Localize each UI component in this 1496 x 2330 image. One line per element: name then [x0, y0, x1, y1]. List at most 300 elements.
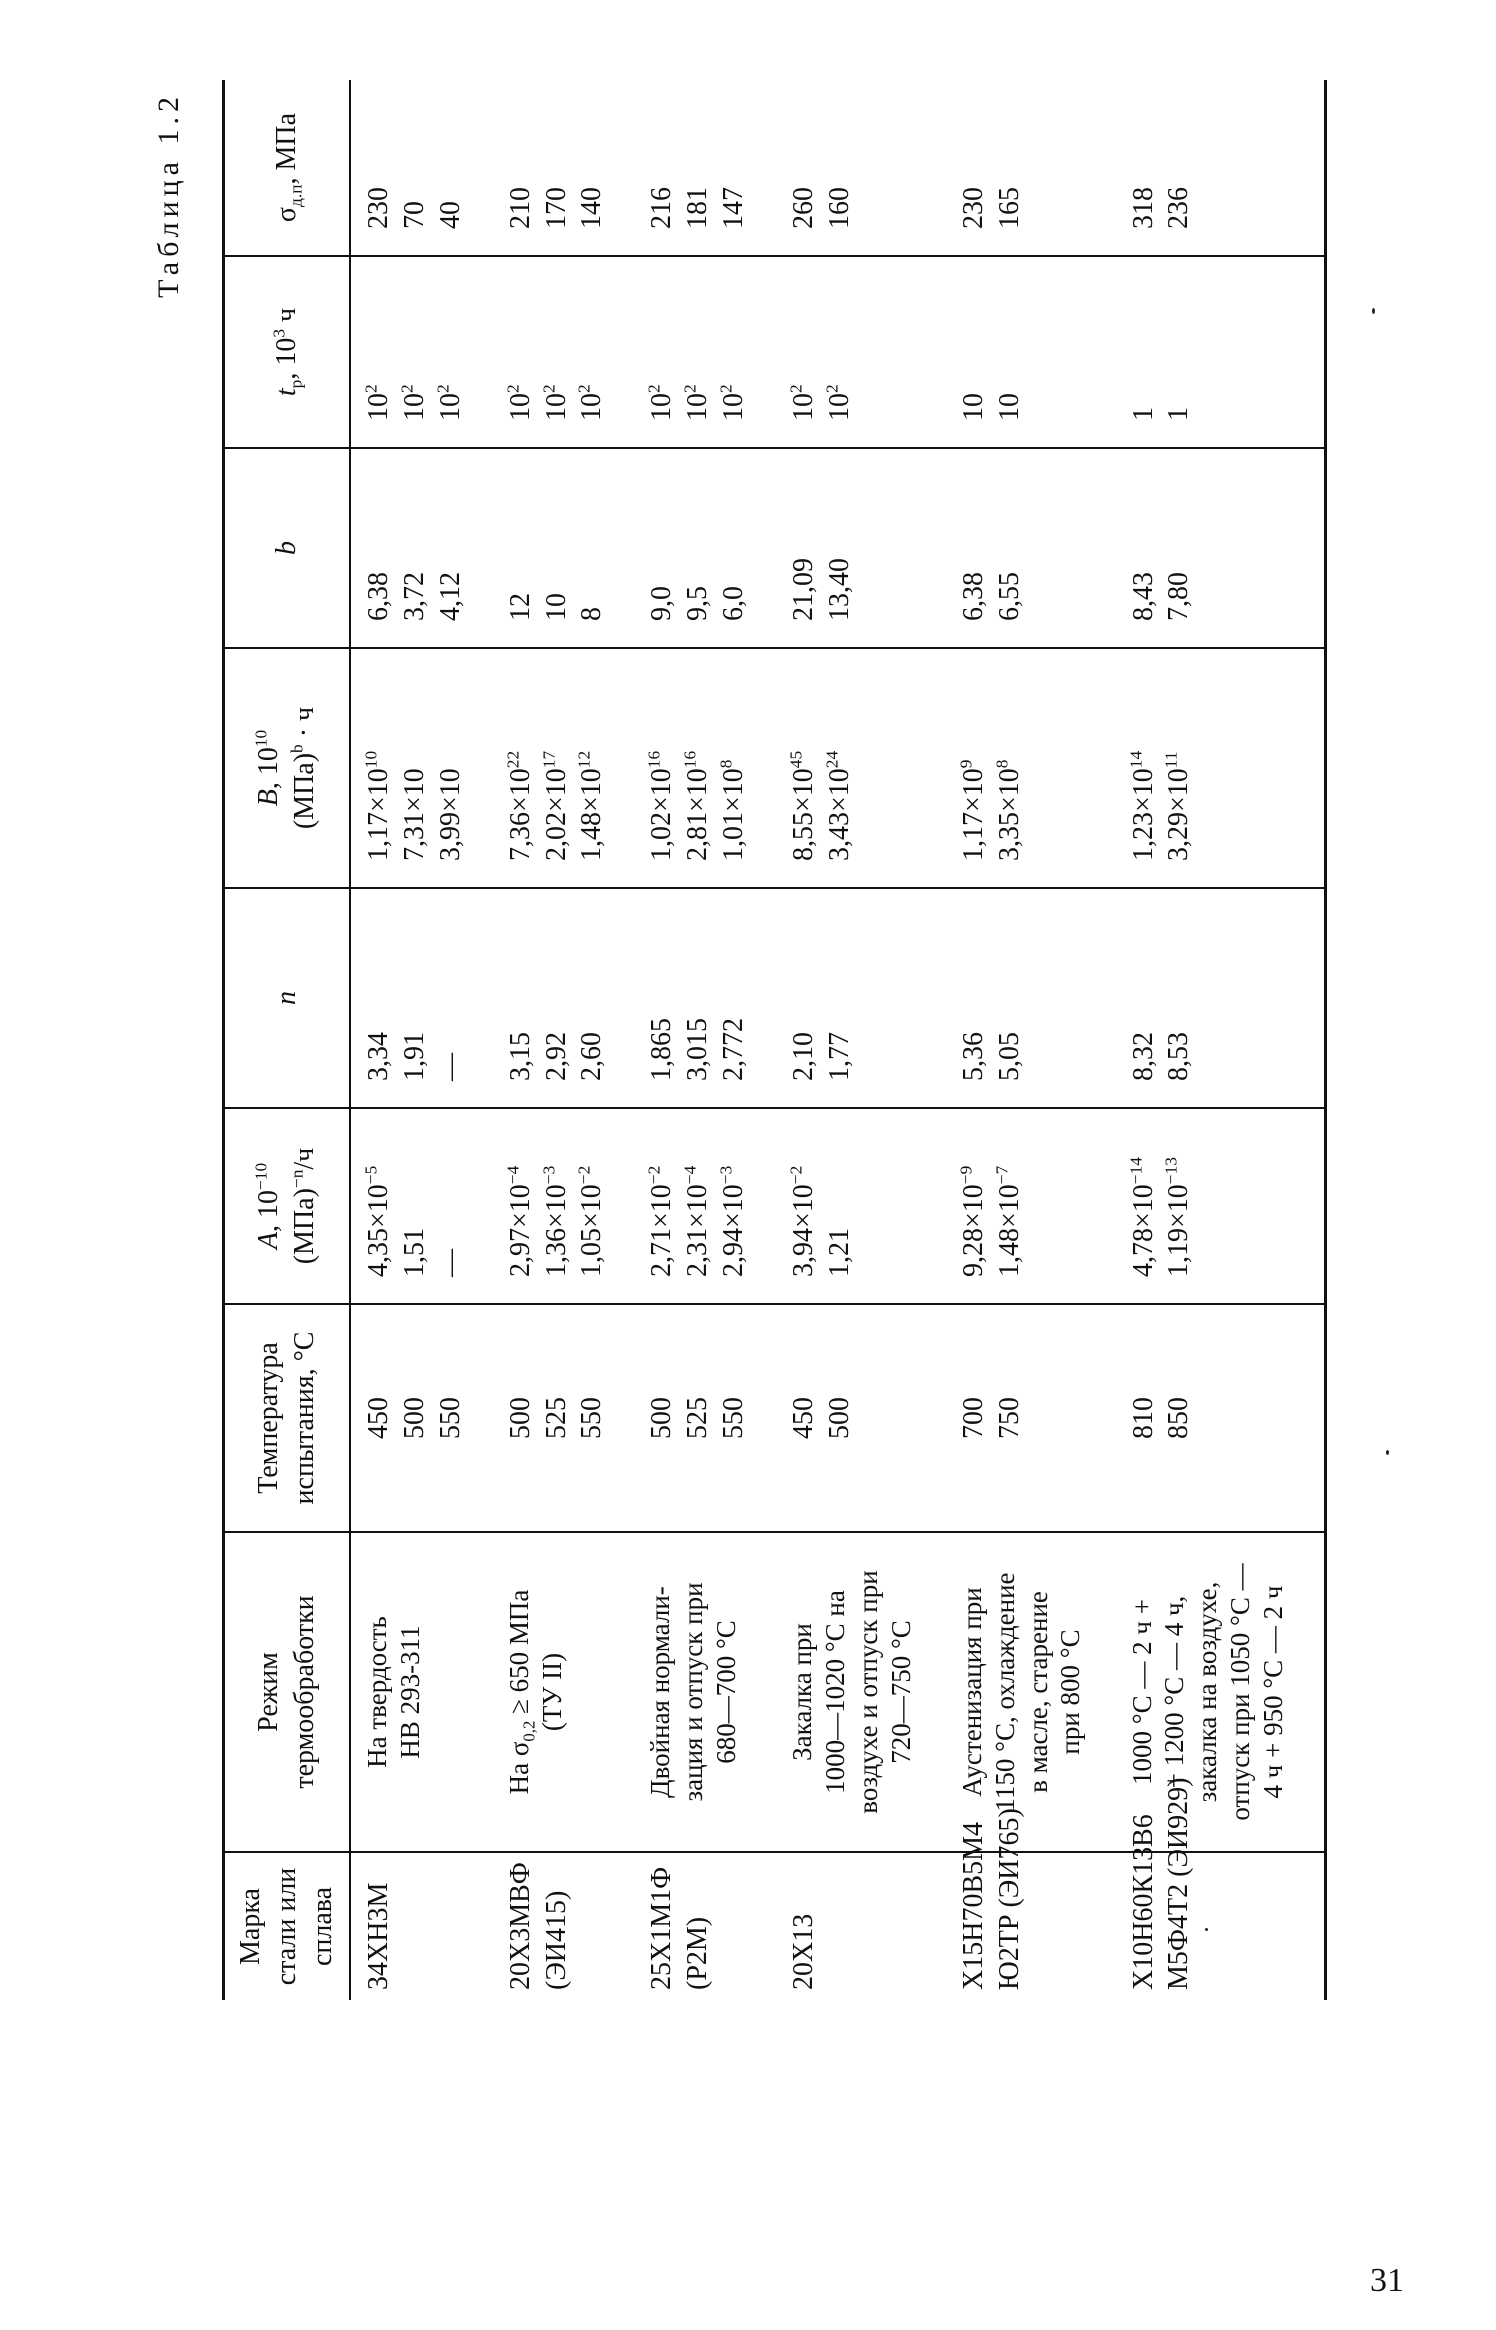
cell-sigma	[1116, 80, 1326, 256]
text-part: 10	[398, 393, 430, 421]
text-part: 3,99×10	[434, 768, 466, 861]
cell-A	[634, 1108, 776, 1304]
cell-line: 1150 °С, охлаждение	[989, 1572, 1020, 1812]
cell-line	[503, 1117, 539, 1295]
text-part: 10	[787, 393, 819, 421]
cell-line: 3,15	[504, 1032, 536, 1081]
cell-line: 2,92	[540, 1032, 572, 1081]
superscript: 12	[575, 750, 595, 769]
italic-symbol: n	[271, 991, 303, 1005]
header-mode	[224, 1532, 351, 1852]
cell-b	[493, 448, 635, 648]
text-part: 7,31×10	[398, 768, 430, 861]
superscript: −9	[956, 1165, 976, 1185]
cell-n	[1116, 888, 1326, 1108]
cell-B	[1116, 648, 1326, 888]
creep-properties-table	[222, 80, 1327, 2000]
superscript: −4	[680, 1165, 700, 1185]
cell-line	[397, 265, 433, 439]
cell-tr	[776, 256, 946, 448]
cell-line: 25Х1М1Ф	[646, 1866, 678, 1990]
text-part: Режим	[253, 1652, 285, 1732]
header-tr	[224, 256, 351, 448]
text-part: 3,94×10	[787, 1184, 819, 1277]
cell-line: 140	[576, 187, 608, 229]
cell-line: 810	[1127, 1397, 1159, 1439]
text-part: 1,51	[398, 1228, 430, 1277]
cell-line: 850	[1163, 1397, 1195, 1439]
cell-line	[574, 657, 610, 879]
cell-line: 8,32	[1127, 1032, 1159, 1081]
text-part: σ	[271, 206, 303, 223]
cell-temperature	[946, 1304, 1116, 1532]
cell-line: 500	[823, 1397, 855, 1439]
cell-line	[822, 1117, 858, 1295]
text-part: 10	[576, 393, 608, 421]
text-part: 1,05×10	[576, 1184, 608, 1277]
text-part: На σ	[503, 1741, 534, 1795]
cell-B	[776, 648, 946, 888]
header-row	[224, 80, 351, 2000]
text-part: 1,36×10	[540, 1184, 572, 1277]
cell-line: —	[434, 1053, 466, 1081]
cell-line: 6,0	[717, 586, 749, 621]
cell-line: 550	[576, 1397, 608, 1439]
superscript: b	[287, 744, 307, 753]
cell-b	[1116, 448, 1326, 648]
cell-line: 236	[1163, 187, 1195, 229]
cell-b	[776, 448, 946, 648]
cell-line: М5Ф4Т2 (ЭИ929)	[1163, 1777, 1195, 1990]
cell-line: 3,34	[363, 1032, 394, 1081]
superscript: 2	[680, 384, 700, 393]
text-part: 3,29×10	[1163, 768, 1195, 861]
text-part: 10	[823, 393, 855, 421]
italic-symbol: B	[253, 789, 285, 807]
cell-line: 8,43	[1127, 572, 1159, 621]
subscript: 0,2	[519, 1720, 539, 1742]
cell-B	[634, 648, 776, 888]
cell-temperature	[634, 1304, 776, 1532]
cell-b	[946, 448, 1116, 648]
cell-line: 700	[957, 1397, 989, 1439]
cell-line	[644, 657, 680, 879]
cell-line: На твердость	[362, 1616, 392, 1768]
cell-temperature	[350, 1304, 493, 1532]
text-part: 10	[646, 393, 678, 421]
text-part: Марка стали или	[235, 1867, 303, 1986]
superscript: 2	[503, 384, 523, 393]
header-grade	[224, 1852, 351, 2000]
table-row	[634, 80, 776, 2000]
cell-grade	[776, 1852, 946, 2000]
superscript: 2	[644, 384, 664, 393]
cell-line	[536, 1541, 569, 1843]
text-part: 2,71×10	[646, 1184, 678, 1277]
scan-speck	[1386, 1450, 1389, 1455]
cell-line: 1000 °С — 2 ч +	[1126, 1599, 1157, 1785]
cell-grade	[1116, 1777, 1326, 2000]
cell-tr	[946, 256, 1116, 448]
text-part: сплава	[306, 1886, 338, 1967]
cell-line	[503, 265, 539, 439]
cell-line: НВ 293-311	[394, 1625, 425, 1759]
superscript: 2	[433, 384, 453, 393]
cell-line: 8	[576, 607, 608, 621]
cell-B	[493, 648, 635, 888]
cell-A	[350, 1108, 493, 1304]
cell-line	[956, 1117, 992, 1295]
superscript: 2	[786, 384, 806, 393]
table-row	[493, 80, 635, 2000]
cell-line: 1,865	[646, 1018, 678, 1081]
header-b	[224, 448, 351, 648]
table-row	[1116, 80, 1326, 2000]
header-A	[224, 1108, 351, 1304]
cell-line	[574, 265, 610, 439]
text-part: 9,28×10	[957, 1184, 989, 1277]
cell-line: 12	[504, 593, 536, 621]
text-part: ≥ 650 МПа	[503, 1589, 534, 1721]
superscript: 10	[251, 729, 271, 748]
text-part: испытания, °С	[289, 1331, 320, 1505]
cell-line: 170	[540, 187, 572, 229]
cell-line	[716, 657, 752, 879]
cell-line: 7,80	[1163, 572, 1195, 621]
cell-B	[350, 648, 493, 888]
text-part: 2,31×10	[682, 1184, 714, 1277]
cell-line: 6,38	[363, 572, 394, 621]
text-part: 1,19×10	[1163, 1184, 1195, 1277]
cell-line: 147	[717, 187, 749, 229]
text-part: 2,94×10	[717, 1184, 749, 1277]
cell-line: Двойная нормали-	[645, 1586, 676, 1798]
cell-line: 500	[398, 1397, 430, 1439]
cell-line	[956, 657, 992, 879]
text-part: 1,17×10	[363, 768, 394, 861]
cell-sigma	[493, 80, 635, 256]
cell-tr	[634, 256, 776, 448]
superscript: 2	[361, 384, 381, 393]
cell-line: Аустенизация при	[956, 1587, 987, 1797]
text-part: 4,78×10	[1127, 1184, 1159, 1277]
text-part: 10	[363, 393, 394, 421]
cell-n	[493, 888, 635, 1108]
text-part: , МПа	[271, 112, 303, 185]
table-row	[776, 80, 946, 2000]
cell-line	[1126, 1117, 1162, 1295]
superscript: 10	[361, 750, 381, 769]
italic-symbol: t	[271, 388, 303, 397]
cell-line: 500	[504, 1397, 536, 1439]
superscript: −2	[786, 1165, 806, 1185]
text-part: (МПа)	[289, 752, 320, 830]
cell-n	[634, 888, 776, 1108]
cell-mode	[1116, 1532, 1326, 1852]
cell-line	[503, 1541, 539, 1843]
superscript: −13	[1162, 1157, 1181, 1185]
cell-line: 525	[682, 1397, 714, 1439]
superscript: 2	[539, 384, 559, 393]
cell-temperature	[1116, 1304, 1326, 1532]
text-part: 8,55×10	[787, 768, 819, 861]
cell-line: 10	[993, 393, 1025, 421]
superscript: 8	[716, 759, 736, 769]
italic-symbol: A	[253, 1232, 285, 1250]
cell-line: 40	[434, 201, 466, 229]
superscript: −3	[539, 1165, 559, 1185]
cell-line: 20Х13	[787, 1913, 819, 1990]
cell-line	[1161, 657, 1197, 879]
cell-line	[397, 657, 433, 879]
superscript: −4	[503, 1165, 523, 1185]
superscript: −7	[992, 1165, 1012, 1185]
superscript: 9	[956, 759, 976, 769]
cell-line: 2,772	[717, 1018, 749, 1081]
text-part: 7,36×10	[504, 768, 536, 861]
cell-line: 4,12	[434, 572, 466, 621]
cell-line	[361, 1117, 397, 1295]
cell-line	[539, 1117, 575, 1295]
cell-line: 20Х3МВФ	[504, 1862, 536, 1990]
cell-line: воздухе и отпуск при	[852, 1570, 883, 1814]
cell-line	[786, 1117, 822, 1295]
scan-speck	[1205, 1928, 1208, 1931]
cell-line	[397, 1117, 433, 1295]
superscript: 3	[269, 328, 289, 338]
cell-n	[776, 888, 946, 1108]
cell-line: 230	[957, 187, 989, 229]
cell-line	[822, 657, 858, 879]
cell-line	[992, 657, 1028, 879]
cell-line	[574, 1117, 610, 1295]
text-part: 10	[434, 393, 466, 421]
cell-line	[716, 1117, 752, 1295]
cell-line: 450	[787, 1397, 819, 1439]
page-number: 31	[1370, 2262, 1404, 2299]
cell-line: 9,5	[682, 586, 714, 621]
subscript: д.п	[286, 184, 306, 207]
text-part: 1,01×10	[717, 768, 749, 861]
superscript: −n	[287, 1169, 307, 1189]
superscript: 8	[992, 759, 1012, 769]
cell-line	[992, 1117, 1028, 1295]
header-temperature	[224, 1304, 351, 1532]
text-part: 1,17×10	[957, 768, 989, 861]
rotated-table-page	[146, 80, 1331, 2000]
cell-line: Х15Н70В5М4	[957, 1821, 989, 1990]
superscript: 45	[786, 750, 806, 769]
cell-mode	[493, 1532, 635, 1852]
cell-line: Х10Н60К13В6	[1127, 1814, 1159, 1990]
cell-line: 210	[504, 187, 536, 229]
superscript: −2	[575, 1165, 595, 1185]
superscript: 16	[644, 750, 664, 769]
cell-line: 8,53	[1163, 1032, 1195, 1081]
cell-line	[1126, 657, 1162, 879]
cell-line	[361, 657, 397, 879]
superscript: 2	[822, 384, 842, 393]
cell-line: 21,09	[787, 558, 819, 621]
cell-grade	[493, 1852, 635, 2000]
cell-line: 160	[823, 187, 855, 229]
cell-line: 165	[993, 187, 1025, 229]
cell-line	[644, 265, 680, 439]
cell-line: 3,72	[398, 572, 430, 621]
cell-temperature	[493, 1304, 635, 1532]
cell-line	[822, 265, 858, 439]
table-row	[350, 80, 493, 2000]
text-part: (МПа)	[289, 1188, 320, 1265]
cell-mode	[634, 1532, 776, 1852]
cell-line: 450	[363, 1397, 394, 1439]
cell-sigma	[946, 80, 1116, 256]
cell-line	[539, 265, 575, 439]
cell-line: 1	[1127, 407, 1159, 421]
superscript: 24	[822, 750, 842, 769]
cell-A	[493, 1108, 635, 1304]
cell-n	[946, 888, 1116, 1108]
text-part: (ТУ II)	[536, 1652, 567, 1732]
cell-line: (Р2М)	[682, 1916, 714, 1990]
cell-line	[786, 265, 822, 439]
cell-line	[644, 1117, 680, 1295]
superscript: −3	[716, 1165, 736, 1185]
text-part: Температура	[253, 1342, 285, 1494]
cell-tr	[350, 256, 493, 448]
cell-mode	[946, 1532, 1116, 1852]
cell-line: 525	[540, 1397, 572, 1439]
superscript: 2	[397, 384, 417, 393]
cell-line: 500	[646, 1397, 678, 1439]
cell-line: 70	[398, 201, 430, 229]
cell-line	[361, 265, 397, 439]
text-part: 3,35×10	[993, 768, 1025, 861]
superscript: −10	[251, 1162, 271, 1191]
text-part: 3,43×10	[823, 768, 855, 861]
cell-B	[946, 648, 1116, 888]
cell-line	[680, 657, 716, 879]
cell-tr	[1116, 256, 1326, 448]
cell-line: 1	[1163, 407, 1195, 421]
cell-line: 5,36	[957, 1032, 989, 1081]
header-B	[224, 648, 351, 888]
cell-line: 318	[1127, 187, 1159, 229]
subscript: р	[286, 379, 306, 389]
cell-line: 13,40	[823, 558, 855, 621]
text-part: термообработки	[289, 1595, 320, 1789]
cell-line: 6,55	[993, 572, 1025, 621]
superscript: 2	[575, 384, 595, 393]
cell-line: 2,60	[576, 1032, 608, 1081]
text-part: 2,81×10	[682, 768, 714, 861]
cell-line: 10	[540, 593, 572, 621]
text-part: 10	[504, 393, 536, 421]
cell-line: 550	[717, 1397, 749, 1439]
cell-line	[539, 657, 575, 879]
cell-b	[634, 448, 776, 648]
italic-symbol: b	[271, 541, 303, 555]
cell-line: Ю2ТР (ЭИ765)	[993, 1808, 1025, 1990]
superscript: 2	[716, 384, 736, 393]
text-part: 1,02×10	[646, 768, 678, 861]
header-n	[224, 888, 351, 1108]
cell-line: 216	[646, 187, 678, 229]
cell-line: 720—750 °С	[885, 1620, 916, 1764]
text-part: 2,02×10	[540, 768, 572, 861]
cell-line: 550	[434, 1397, 466, 1439]
text-part: 10	[540, 393, 572, 421]
cell-A	[776, 1108, 946, 1304]
superscript: 14	[1126, 750, 1146, 769]
text-part: 1,48×10	[576, 768, 608, 861]
superscript: 22	[503, 750, 523, 769]
cell-line	[433, 1117, 469, 1295]
cell-line: 2,10	[787, 1032, 819, 1081]
cell-line: 4 ч + 950 °С — 2 ч	[1258, 1585, 1289, 1799]
text-part: /ч	[289, 1147, 320, 1170]
cell-line	[680, 1117, 716, 1295]
cell-line: 5,05	[993, 1032, 1025, 1081]
cell-line: закалка на воздухе,	[1192, 1581, 1223, 1803]
cell-line	[1161, 1117, 1197, 1295]
superscript: −2	[644, 1165, 664, 1185]
cell-line: в масле, старение	[1022, 1591, 1053, 1793]
table-row	[946, 80, 1116, 2000]
superscript: 16	[680, 750, 700, 769]
text-part: 4,35×10	[363, 1184, 394, 1277]
header-sigma	[224, 80, 351, 256]
cell-A	[1116, 1108, 1326, 1304]
cell-line: (ЭИ415)	[540, 1890, 572, 1990]
cell-line: зация и отпуск при	[678, 1582, 709, 1802]
text-part: , 10	[253, 747, 285, 790]
cell-sigma	[634, 80, 776, 256]
cell-line: 181	[682, 187, 714, 229]
cell-line: 9,0	[646, 586, 678, 621]
cell-grade	[350, 1852, 493, 2000]
text-part: , 10	[271, 337, 303, 380]
cell-line	[433, 657, 469, 879]
cell-line: + 1200 °С — 4 ч,	[1159, 1595, 1190, 1789]
cell-line	[503, 657, 539, 879]
superscript: 11	[1162, 751, 1181, 769]
cell-line: 6,38	[957, 572, 989, 621]
text-part: 1,21	[823, 1228, 855, 1277]
cell-line: отпуск при 1050 °С —	[1225, 1563, 1256, 1821]
text-part: —	[434, 1249, 466, 1277]
cell-line: 680—700 °С	[711, 1620, 742, 1764]
cell-line: 1000—1020 °С на	[819, 1590, 850, 1794]
text-part: 2,97×10	[504, 1184, 536, 1277]
text-part: 10	[682, 393, 714, 421]
cell-grade	[634, 1852, 776, 2000]
text-part: · ч	[289, 706, 320, 745]
cell-line: 34ХН3М	[363, 1882, 394, 1990]
cell-line: Закалка при	[786, 1623, 817, 1761]
cell-sigma	[776, 80, 946, 256]
scan-speck	[1372, 308, 1375, 314]
cell-line	[433, 265, 469, 439]
cell-temperature	[776, 1304, 946, 1532]
cell-line: 1,91	[398, 1032, 430, 1081]
table-caption: Таблица 1.2	[152, 92, 185, 298]
cell-line: 3,015	[682, 1018, 714, 1081]
cell-A	[946, 1108, 1116, 1304]
text-part: , 10	[253, 1190, 285, 1233]
cell-n	[350, 888, 493, 1108]
superscript: −5	[361, 1165, 381, 1185]
